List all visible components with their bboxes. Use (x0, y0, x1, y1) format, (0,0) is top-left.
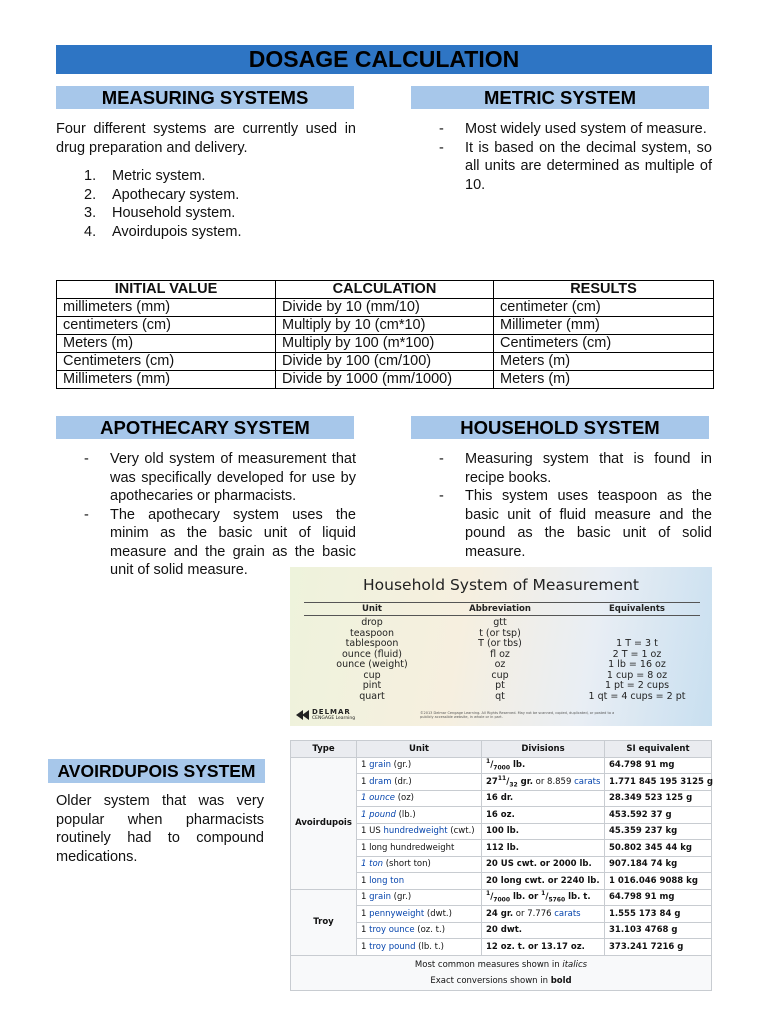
table-cell: cup (491, 669, 509, 681)
table-cell: drop (361, 617, 383, 628)
unit-cell: 1 US hundredweight (cwt.) (357, 823, 482, 840)
si-cell: 64.798 91 mg (605, 889, 712, 906)
table-cell: Centimeters (cm) (57, 353, 276, 371)
delmar-logo-icon (296, 710, 310, 720)
bullet-item: - This system uses teaspoon as the basic unit of fluid measure and the pound as the basic unit of solid measure. (439, 488, 712, 560)
unit-cell: 1 pound (lb.) (357, 807, 482, 824)
column-header: Unit (357, 741, 482, 758)
measuring-list (84, 167, 324, 241)
column-header: Divisions (482, 741, 605, 758)
table-cell: cup (363, 669, 381, 681)
household-image-title: Household System of Measurement (363, 576, 639, 594)
column-header: CALCULATION (276, 281, 494, 299)
divisions-cell: 16 oz. (482, 807, 605, 824)
bullet-item: - Very old system of measurement that was specifically developed for use by apothecaries or pharmacists. (84, 451, 356, 504)
divisions-cell: $^1/_{7000}$ lb. (482, 757, 605, 774)
bullet-item: - Measuring system that is found in recipe books. (439, 451, 712, 486)
column-header: RESULTS (494, 281, 714, 299)
table-cell: pt (495, 680, 505, 691)
publisher-logo-subtext: CENGAGE Learning (312, 716, 356, 721)
divisions-cell: 20 dwt. (482, 922, 605, 939)
unit-cell: 1 troy pound (lb. t.) (357, 939, 482, 956)
list-text: Apothecary system. (112, 186, 240, 203)
column-header: Equivalents (609, 604, 665, 614)
table-cell: gtt (493, 617, 507, 628)
si-cell: 31.103 4768 g (605, 922, 712, 939)
household-bullets (411, 450, 712, 561)
table-row (290, 660, 711, 671)
si-cell: 50.802 345 44 kg (605, 840, 712, 857)
unit-link[interactable]: grain (369, 892, 391, 903)
table-header-row (57, 281, 714, 299)
avoirdupois-text: Older system that was very popular when pharmacists routinely had to compound medications. (56, 793, 264, 865)
table-row (57, 371, 714, 389)
table-cell: Divide by 1000 (mm/1000) (276, 371, 494, 389)
table-cell: 1 pt = 2 cups (604, 680, 670, 691)
bullet-text: It is based on the decimal system, so all units are determined as multiple of 10. (465, 139, 712, 193)
table-cell: pint (362, 680, 382, 691)
table-cell: 1 cup = 8 oz (606, 669, 668, 681)
unit-link[interactable]: troy ounce (369, 925, 415, 936)
unit-link[interactable]: troy pound (369, 941, 416, 952)
unit-cell: 1 grain (gr.) (357, 889, 482, 906)
unit-cell: 1 long hundredweight (357, 840, 482, 857)
unit-link[interactable]: carats (554, 908, 581, 919)
table-cell: Centimeters (cm) (494, 335, 714, 353)
column-header: SI equivalent (605, 741, 712, 758)
table-row (57, 353, 714, 371)
table-cell: millimeters (mm) (57, 299, 276, 317)
divisions-cell: 12 oz. t. or 13.17 oz. (482, 939, 605, 956)
list-item (84, 167, 324, 186)
unit-cell: 1 dram (dr.) (357, 774, 482, 791)
bullet-text: The apothecary system uses the minim as the basic unit of liquid measure and the grain as the basic unit of solid measure. (110, 506, 356, 578)
table-cell: Meters (m) (494, 353, 714, 371)
si-cell: 1.771 845 195 3125 g (605, 774, 712, 791)
list-number: 1. (84, 168, 97, 184)
page-title: DOSAGE CALCULATION (56, 45, 712, 74)
divider (304, 615, 700, 616)
list-number: 2. (84, 186, 97, 203)
table-cell: teaspoon (349, 627, 395, 639)
footnote-italics: Most common measures shown in italics (414, 959, 588, 970)
unit-link[interactable]: grain (369, 760, 391, 771)
list-item (84, 186, 324, 205)
table-row (290, 618, 711, 629)
unit-link[interactable]: 1 ounce (361, 793, 395, 804)
bullet-item: - Most widely used system of measure. (439, 121, 707, 137)
bullet-text: Most widely used system of measure. (465, 121, 707, 137)
divisions-cell: 24 gr. or 7.776 carats (482, 906, 605, 923)
unit-cell: 1 grain (gr.) (357, 757, 482, 774)
metric-system-heading: METRIC SYSTEM (411, 86, 709, 109)
avoirdupois-system-heading: AVOIRDUPOIS SYSTEM (48, 759, 265, 783)
table-cell: 1 lb = 16 oz (608, 659, 666, 670)
table-cell: centimeter (cm) (494, 299, 714, 317)
column-header: Abbreviation (469, 604, 531, 614)
table-cell: centimeters (cm) (57, 317, 276, 335)
unit-link[interactable]: 1 ton (361, 859, 384, 870)
table-row (57, 299, 714, 317)
table-cell: 2 T = 1 oz (612, 648, 662, 660)
divisions-cell: $27^{11}/_{32}$ gr. or 8.859 carats (482, 774, 605, 791)
table-cell: 1 T = 3 t (616, 638, 658, 649)
table-row (290, 681, 711, 692)
si-cell: 28.349 523 125 g (605, 790, 712, 807)
table-cell: T (or tbs) (478, 638, 522, 649)
table-row (290, 692, 711, 703)
household-system-heading: HOUSEHOLD SYSTEM (411, 416, 709, 439)
column-header: Type (291, 741, 357, 758)
table-cell: Multiply by 100 (m*100) (276, 335, 494, 353)
table-row (291, 757, 712, 774)
apothecary-system-heading: APOTHECARY SYSTEM (56, 416, 354, 439)
table-footnote (291, 955, 712, 990)
unit-cell: 1 long ton (357, 873, 482, 890)
divider (304, 602, 700, 603)
bullet-item: - The apothecary system uses the minim as the basic unit of liquid measure and the grain as the basic unit of solid measure. (84, 506, 356, 578)
household-image-header (290, 604, 711, 615)
unit-link[interactable]: long ton (369, 875, 405, 886)
list-item (84, 204, 324, 223)
divisions-cell: $^1/_{7000}$ lb. or $^1/_{5760}$ lb. t. (482, 889, 605, 906)
table-cell: Millimeter (mm) (494, 317, 714, 335)
table-cell: tablespoon (345, 638, 399, 649)
table-row (290, 639, 711, 650)
footnote-bold: Exact conversions shown in bold (430, 975, 572, 986)
table-cell: t (or tsp) (479, 627, 521, 639)
list-item (84, 223, 324, 242)
bullet-text: Very old system of measurement that was specifically developed for use by apothecaries or pharmacists. (110, 451, 356, 504)
si-cell: 453.592 37 g (605, 807, 712, 824)
list-text: Avoirdupois system. (112, 223, 242, 240)
list-text: Household system. (112, 205, 236, 221)
si-cell: 907.184 74 kg (605, 856, 712, 873)
unit-link[interactable]: 1 pound (361, 809, 396, 820)
unit-link[interactable]: carats (574, 776, 601, 787)
si-cell: 1 016.046 9088 kg (605, 873, 712, 890)
unit-link[interactable]: hundredweight (383, 826, 448, 837)
publisher-logo-text: DELMAR (312, 708, 351, 716)
divisions-cell: 20 long cwt. or 2240 lb. (482, 873, 605, 890)
si-cell: 373.241 7216 g (605, 939, 712, 956)
table-cell: Meters (m) (57, 335, 276, 353)
table-cell: quart (359, 690, 385, 702)
table-footer-row (291, 955, 712, 990)
copyright-notice: ©2013 Delmar Cengage Learning. All Rights Reserved. May not be scanned, copied, duplicated, or posted to a publicly accessible website, in whole or in part. (420, 711, 615, 719)
unit-cell: 1 pennyweight (dwt.) (357, 906, 482, 923)
bullet-text: Measuring system that is found in recipe books. (465, 451, 712, 486)
metric-bullets (411, 120, 712, 194)
table-cell: oz (494, 659, 506, 670)
unit-link[interactable]: pennyweight (369, 908, 425, 919)
column-header: INITIAL VALUE (57, 281, 276, 299)
si-cell: 45.359 237 kg (605, 823, 712, 840)
unit-cell: 1 ton (short ton) (357, 856, 482, 873)
metric-conversion-table (56, 280, 714, 389)
si-cell: 1.555 173 84 g (605, 906, 712, 923)
household-measurement-image (290, 567, 712, 726)
table-cell: Millimeters (mm) (57, 371, 276, 389)
list-number: 3. (84, 205, 97, 221)
divisions-cell: 112 lb. (482, 840, 605, 857)
unit-link[interactable]: dram (369, 776, 392, 787)
measuring-systems-heading: MEASURING SYSTEMS (56, 86, 354, 109)
divisions-cell: 100 lb. (482, 823, 605, 840)
table-cell: fl oz (490, 648, 510, 660)
list-text: Metric system. (112, 168, 206, 184)
table-cell: Divide by 10 (mm/10) (276, 299, 494, 317)
apothecary-bullets (56, 450, 356, 580)
table-cell: Divide by 100 (cm/100) (276, 353, 494, 371)
table-cell: ounce (fluid) (341, 648, 403, 660)
divisions-cell: 16 dr. (482, 790, 605, 807)
divisions-cell: 20 US cwt. or 2000 lb. (482, 856, 605, 873)
type-cell: Avoirdupois (291, 757, 357, 889)
unit-cell: 1 troy ounce (oz. t.) (357, 922, 482, 939)
table-row (291, 889, 712, 906)
avoirdupois-troy-table (290, 740, 712, 991)
measuring-intro: Four different systems are currently used in drug preparation and delivery. (56, 121, 356, 156)
table-row (57, 317, 714, 335)
bullet-text: This system uses teaspoon as the basic unit of fluid measure and the pound as the basic unit of solid measure. (465, 488, 712, 560)
type-cell: Troy (291, 889, 357, 955)
table-cell: Multiply by 10 (cm*10) (276, 317, 494, 335)
unit-cell: 1 ounce (oz) (357, 790, 482, 807)
table-cell: 1 qt = 4 cups = 2 pt (588, 690, 686, 702)
table-cell: ounce (weight) (336, 659, 408, 670)
list-number: 4. (84, 223, 97, 240)
table-cell: Meters (m) (494, 371, 714, 389)
bullet-item: - It is based on the decimal system, so all units are determined as multiple of 10. (439, 139, 712, 193)
column-header: Unit (362, 604, 382, 614)
si-cell: 64.798 91 mg (605, 757, 712, 774)
table-row (57, 335, 714, 353)
table-header-row (291, 741, 712, 758)
table-cell: qt (495, 690, 505, 702)
